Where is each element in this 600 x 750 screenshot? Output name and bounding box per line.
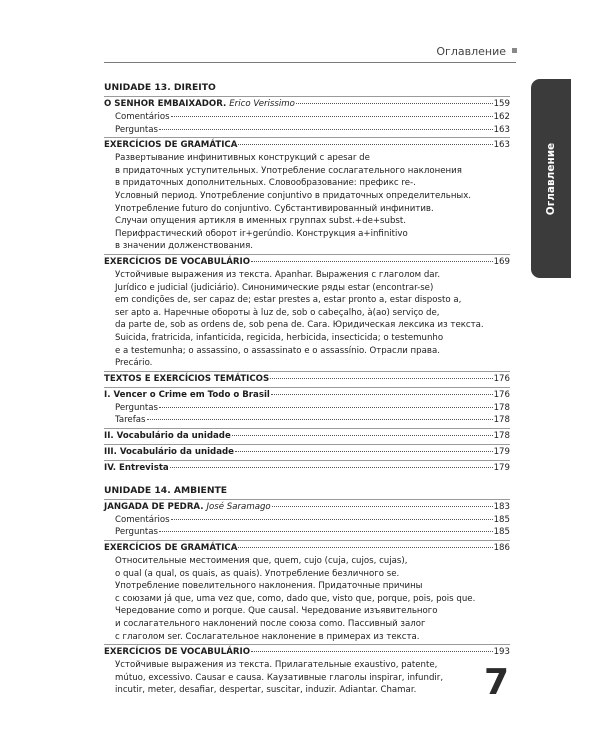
toc-entry[interactable]: EXERCÍCIOS DE VOCABULÁRIO 169 [104, 254, 510, 269]
toc-entry[interactable]: O SENHOR EMBAIXADOR. Erico Verissimo 159 [104, 96, 510, 111]
toc-entry[interactable]: Perguntas 178 [115, 402, 510, 413]
toc-entry[interactable]: III. Vocabulário da unidade 179 [104, 444, 510, 459]
toc-entry[interactable]: JANGADA DE PEDRA. José Saramago 183 [104, 499, 510, 514]
toc-entry[interactable]: Tarefas 178 [115, 415, 510, 426]
toc-entry[interactable]: Comentários 185 [115, 514, 510, 525]
toc-entry[interactable]: II. Vocabulário da unidade 178 [104, 428, 510, 443]
side-tab[interactable] [531, 79, 571, 278]
toc [104, 80, 510, 697]
unit-14-title: UNIDADE 14. AMBIENTE [104, 484, 228, 496]
grammar-description: Развертывание инфинитивных конструкций с apesar de в придаточных уступительных. Употребление сослагательного наклонения в придаточных дополнительных. Словообразование: префикс re-. Условный период. Употребление conjuntivo в придаточных определительных. Употребление futuro do conjuntivo. Субстантивированный инфинитив. Случаи опущения артикля в именных группах subst.+de+subst. Перифрастический оборот ir+gerúndio. Конструкция a+infinitivo в значении долженствования. [115, 153, 472, 252]
header-rule [104, 62, 516, 63]
vocabulary-description: Устойчивые выражения из текста. Apanhar. Выражения с глаголом dar. Jurídico e judicial (judiciário). Синонимические ряды estar (encontrar-se) em condições de, ser capaz de; estar prestes a, estar pronto a, estar disposto a, ser apto a. Наречные обороты à luz de, sob o cabeçalho, à(ao) serviço de, da parte de, sob as ordens de, sob pena de. Cara. Юридическая лексика из текста. Suicida, fratricida, infanticida, regicida, herbicida, insecticida; o testemunho e a testemunha; o assassino, o assassinato e o assassínio. Отрасли права. Precário. [115, 269, 484, 369]
page-number: 7 [484, 662, 510, 703]
toc-entry[interactable]: Comentários 162 [115, 112, 510, 122]
vocabulary-description: Устойчивые выражения из текста. Прилагательные exaustivo, patente, mútuo, excessivo. Causar e causa. Каузативные глаголы inspirar, infundir, incutir, meter, desafiar, despertar, suscitar, induzir. Adiantar. Chamar. [115, 660, 444, 696]
toc-entry[interactable]: EXERCÍCIOS DE GRAMÁTICA 163 [104, 137, 510, 152]
toc-entry[interactable]: Perguntas 185 [115, 527, 510, 538]
toc-entry[interactable]: EXERCÍCIOS DE GRAMÁTICA 186 [104, 540, 510, 555]
toc-entry[interactable]: I. Vencer o Crime em Todo o Brasil 176 [104, 387, 510, 402]
running-header [436, 45, 517, 58]
toc-entry[interactable]: Perguntas 163 [115, 124, 510, 135]
toc-entry[interactable]: EXERCÍCIOS DE VOCABULÁRIO 193 [104, 644, 510, 659]
side-tab-label: Оглавление [545, 142, 557, 215]
toc-entry[interactable]: IV. Entrevista 179 [104, 460, 510, 475]
header-title: Оглавление [436, 45, 506, 58]
unit-13-title: UNIDADE 13. DIREITO [104, 82, 216, 93]
header-square-icon [512, 48, 517, 53]
toc-entry[interactable]: TEXTOS E EXERCÍCIOS TEMÁTICOS 176 [104, 371, 510, 386]
grammar-description: Относительные местоимения que, quem, cujo (cuja, cujos, cujas), o qual (a qual, os quais, as quais). Употребление безличного se. Употребление повелительного наклонения. Придаточные причины с союзами já que, uma vez que, como, dado que, visto que, porque, pois, pois que. Чередование como и porque. Que causal. Чередование изъявительного и сослагательного наклонений после союза como. Пассивный залог с глаголом ser. Сослагательное наклонение в примерах из текста. [115, 556, 476, 642]
